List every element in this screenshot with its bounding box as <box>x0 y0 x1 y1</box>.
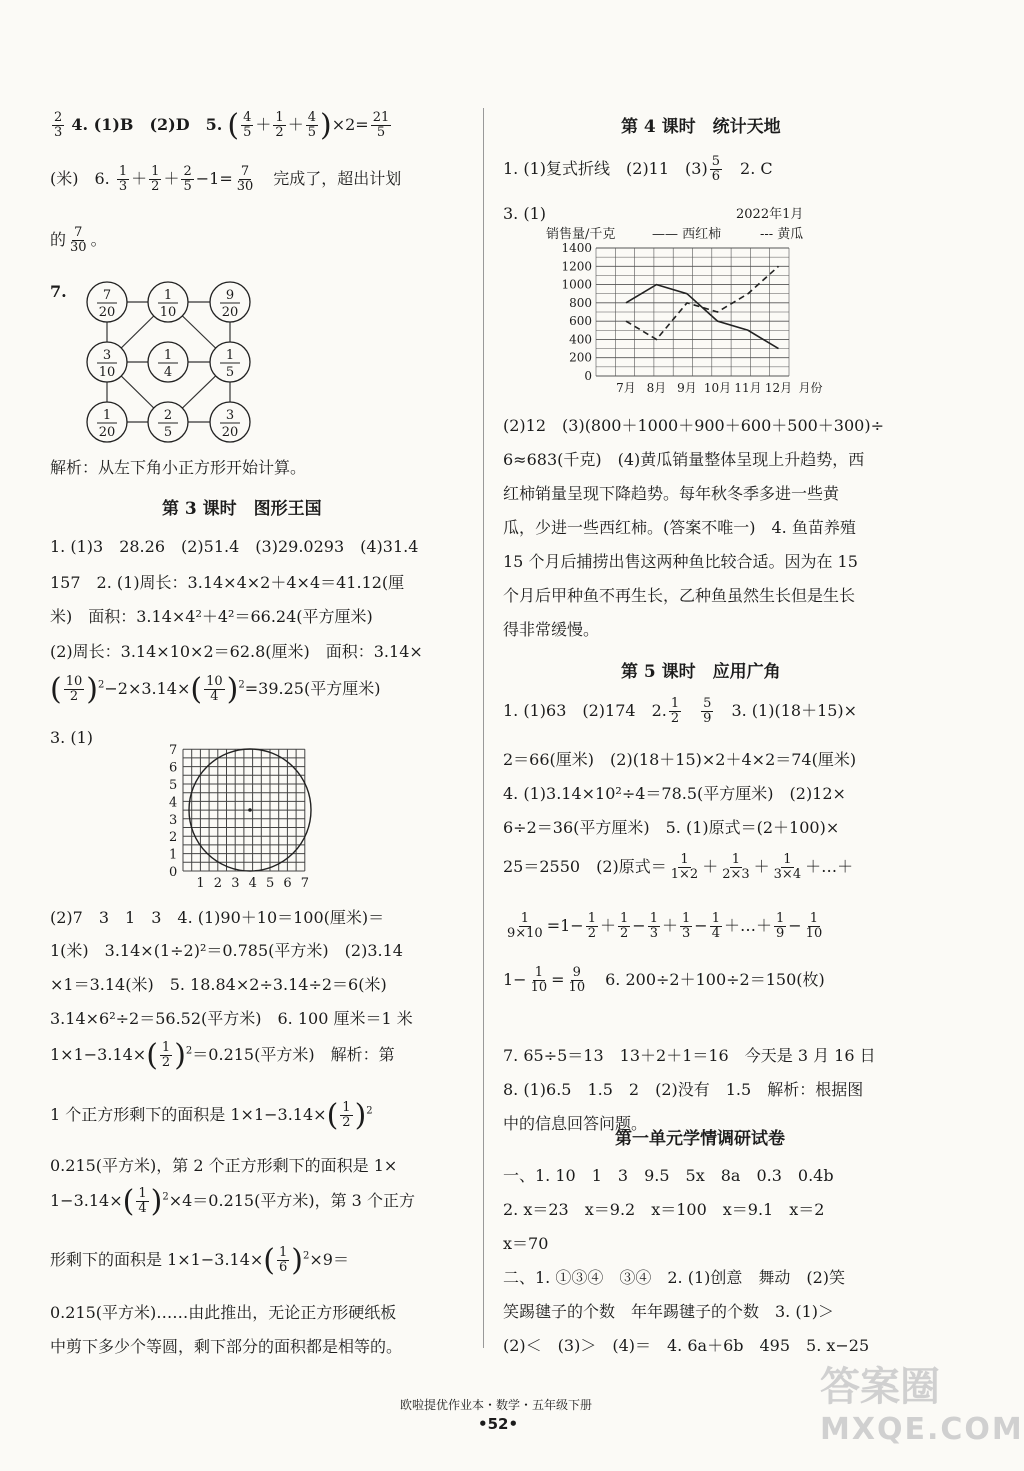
line-2: (米) 6. $\frac{1}{3}$ ＋ $\frac{1}{2}$ ＋ $\frac{2}{5}$ −1= $\frac{7}{30}$ 完成了，超出计划 <box>50 164 402 194</box>
text: 1− <box>503 970 527 989</box>
text: 3. (1)(18＋15)× <box>731 701 858 720</box>
r-line-9: 1. (1)63 (2)174 2. $\frac{1}{2}$ $\frac{5}{9}$ 3. (1)(18＋15)× <box>503 696 858 726</box>
s3-line-11: 1 个正方形剩下的面积是 1×1−3.14×( $\frac{1}{2}$ )$^2$ <box>50 1098 373 1133</box>
footer-book-title: 欧啦提优作业本・数学・五年级下册 <box>400 1398 593 1412</box>
grid-x-label: 7 <box>300 876 310 891</box>
watermark-logo <box>820 1355 1024 1465</box>
grid-y-label: 3 <box>169 812 178 828</box>
fraction-denominator: 5 <box>163 425 173 440</box>
s3-line-14: 形剩下的面积是 1×1−3.14×( $\frac{1}{6}$ )$^2$×9＝ <box>50 1243 349 1278</box>
r-line-1: 1. (1)复式折线 (2)11 (3) $\frac{5}{6}$ 2. C <box>503 154 773 184</box>
fraction: $\frac{2}{3}$ <box>54 110 63 140</box>
fraction-denominator: 20 <box>98 305 116 320</box>
watermark-text: 答案圈 <box>820 1364 940 1410</box>
circle-on-grid-diagram <box>100 728 330 893</box>
x-tick-label: 7月 <box>616 381 636 395</box>
y-tick-label: 0 <box>584 369 592 383</box>
watermark-url: MXQE.COM <box>820 1412 1024 1447</box>
text: ×4＝0.215(平方米)，第 3 个正方 <box>168 1191 415 1210</box>
s3-line-6: (2)7 3 1 3 4. (1)90＋10＝100(厘米)＝ <box>50 908 385 927</box>
r-line-5: 瓜，少进一些西红柿。(答案不唯一) 4. 鱼苗养殖 <box>503 518 856 537</box>
fraction-numerator: 1 <box>163 288 173 303</box>
s3-line-12: 0.215(平方米)，第 2 个正方形剩下的面积是 1× <box>50 1156 398 1175</box>
y-tick-label: 800 <box>569 295 592 310</box>
fraction-numerator: 3 <box>225 408 235 423</box>
q7-label: 7. <box>50 282 67 301</box>
line-1: $\frac{2}{3}$ 4. (1)B (2)D 5. ( $\frac{4}{5}$ ＋ $\frac{1}{2}$ ＋ $\frac{4}{5}$ )×2= $\frac{21}{5}$ <box>54 108 390 143</box>
r-line-23: 笑踢毽子的个数 年年踢毽子的个数 3. (1)＞ <box>503 1302 835 1321</box>
grid-y-label: 1 <box>169 847 178 863</box>
grid-x-label: 1 <box>196 876 205 891</box>
r-line-16: 7. 65÷5＝13 13＋2＋1＝16 今天是 3 月 16 日 <box>503 1046 876 1065</box>
grid-x-label: 6 <box>283 876 292 891</box>
r-line-18: 中的信息回答问题。 <box>503 1114 648 1133</box>
s3-line-15: 0.215(平方米)……由此推出，无论正方形硬纸板 <box>50 1303 397 1322</box>
r-line-7: 个月后甲种鱼不再生长，乙种鱼虽然生长但是生长 <box>503 586 856 605</box>
chart-date: 2022年1月 <box>736 207 804 222</box>
analysis-1: 解析：从左下角小正方形开始计算。 <box>50 458 307 477</box>
text: 25＝2550 (2)原式＝ <box>503 857 667 876</box>
text: 6. 200÷2＋100÷2＝150(枚) <box>605 970 825 989</box>
section-4-title: 第 4 课时 统计天地 <box>621 117 781 137</box>
sales-line-chart <box>548 200 898 400</box>
fraction-denominator: 20 <box>221 305 239 320</box>
r-line-22: 二、1. ①③④ ③④ 2. (1)创意 舞动 (2)笑 <box>503 1268 846 1287</box>
y-tick-label: 1200 <box>561 259 592 274</box>
x-tick-label: 8月 <box>646 381 667 395</box>
column-divider <box>483 108 484 1348</box>
text: 1. (1)复式折线 (2)11 (3) <box>503 159 708 178</box>
fraction-numerator: 1 <box>225 348 235 363</box>
fraction-numerator: 2 <box>163 408 173 423</box>
section-6-title: 第一单元学情调研试卷 <box>615 1129 785 1149</box>
s3-line-2: 157 2. (1)周长：3.14×4×2＋4×4＝41.12(厘 <box>50 573 405 592</box>
fraction-circles <box>87 282 250 442</box>
grid-x-label: 5 <box>266 876 275 891</box>
s3-line-5: ( $\frac{10}{2}$ )$^2$−2×3.14×( $\frac{10}{4}$ )$^2$=39.25(平方厘米) <box>50 672 381 707</box>
text: 形剩下的面积是 1×1−3.14× <box>50 1250 264 1269</box>
y-tick-label: 400 <box>569 332 592 347</box>
r-line-2: (2)12 (3)(800＋1000＋900＋600＋500＋300)÷ <box>503 416 884 435</box>
section-5-title: 第 5 课时 应用广角 <box>621 662 781 682</box>
text: −2×3.14× <box>104 679 191 698</box>
text: (米) 6. <box>50 169 110 188</box>
text: ＋…＋ <box>805 857 854 876</box>
legend-cucumber: --- 黄瓜 <box>760 227 804 242</box>
s3-line-1: 1. (1)3 28.26 (2)51.4 (3)29.0293 (4)31.4 <box>50 537 419 556</box>
fraction-numerator: 3 <box>102 348 112 363</box>
grid-y-label: 0 <box>169 865 178 880</box>
fraction-numerator: 1 <box>102 408 112 423</box>
r-line-17: 8. (1)6.5 1.5 2 (2)没有 1.5 解析：根据图 <box>503 1080 864 1099</box>
r-line-20: 2. x＝23 x＝9.2 x＝100 x＝9.1 x＝2 <box>503 1200 825 1219</box>
s3-line-16: 中剪下多少个等圆，剩下部分的面积都是相等的。 <box>50 1337 403 1356</box>
text: ×9＝ <box>309 1250 349 1269</box>
s3-line-3: 米) 面积：3.14×4²＋4²＝66.24(平方厘米) <box>50 607 373 626</box>
r-line-14: $\frac{1}{9\times 10}$ =1− $\frac{1}{2}$ ＋ $\frac{1}{2}$ − $\frac{1}{3}$ ＋ $\frac{1}{3}$ − $\frac{1}{4}$ ＋…＋ $\frac{1}{9}$ − $\frac{1}{10}$ <box>507 911 823 941</box>
text: 1 个正方形剩下的面积是 1×1−3.14× <box>50 1105 327 1124</box>
r-line-11: 4. (1)3.14×10²÷4＝78.5(平方厘米) (2)12× <box>503 784 846 803</box>
left-column <box>50 0 470 1471</box>
text: 完成了，超出计划 <box>257 169 402 188</box>
text: ＝0.215(平方米) 解析：第 <box>192 1045 395 1064</box>
fraction-denominator: 20 <box>221 425 239 440</box>
circle-grid-diagram <box>70 272 270 442</box>
r-line-24: (2)＜ (3)＞ (4)＝ 4. 6a＋6b 495 5. x−25 <box>503 1336 870 1355</box>
s3-line-4: (2)周长：3.14×10×2＝62.8(厘米) 面积：3.14× <box>50 642 423 661</box>
r-line-10: 2＝66(厘米) (2)(18＋15)×2＋4×2＝74(厘米) <box>503 750 857 769</box>
r-line-12: 6÷2＝36(平方厘米) 5. (1)原式＝(2＋100)× <box>503 818 840 837</box>
grid-x-label: 4 <box>248 876 257 891</box>
q3-label: 3. (1) <box>50 728 94 747</box>
text: 的 <box>50 230 67 249</box>
r-line-13: 25＝2550 (2)原式＝ $\frac{1}{1\times 2}$ ＋ $\frac{1}{2\times 3}$ ＋ $\frac{1}{3\times 4}$ ＋…＋ <box>503 852 854 882</box>
y-tick-label: 1400 <box>561 241 592 255</box>
r-line-4: 红柿销量呈现下降趋势。每年秋冬季多进一些黄 <box>503 484 840 503</box>
r-line-15: 1− $\frac{1}{10}$ = $\frac{9}{10}$ 6. 200÷2＋100÷2＝150(枚) <box>503 965 825 995</box>
right-column <box>503 0 923 1471</box>
fraction-numerator: 1 <box>163 348 173 363</box>
grid-y-label: 4 <box>169 795 178 811</box>
text: 4. (1)B (2)D 5. <box>71 115 223 134</box>
fraction-denominator: 10 <box>98 365 116 380</box>
grid-y-label: 7 <box>169 743 178 759</box>
x-tick-label: 9月 <box>677 381 697 395</box>
grid-x-label: 3 <box>231 876 240 891</box>
text: ×2= <box>331 115 369 134</box>
s3-line-9: 3.14×6²÷2＝56.52(平方米) 6. 100 厘米＝1 米 <box>50 1009 413 1028</box>
s3-line-10: 1×1−3.14×( $\frac{1}{2}$ )$^2$＝0.215(平方米) 解析：第 <box>50 1038 395 1073</box>
text: =39.25(平方厘米) <box>244 679 381 698</box>
line-3: 的 $\frac{7}{30}$ 。 <box>50 225 107 255</box>
s3-line-7: 1(米) 3.14×(1÷2)²＝0.785(平方米) (2)3.14 <box>50 941 403 960</box>
s3-line-13: 1−3.14×( $\frac{1}{4}$ )$^2$×4＝0.215(平方米)，第 3 个正方 <box>50 1184 415 1219</box>
grid-y-label: 2 <box>169 830 178 846</box>
grid-y-label: 5 <box>169 778 178 793</box>
grid-y-label: 6 <box>169 760 178 776</box>
fraction-numerator: 9 <box>225 288 235 303</box>
r-line-19: 一、1. 10 1 3 9.5 5x 8a 0.3 0.4b <box>503 1166 834 1185</box>
fraction-denominator: 4 <box>163 365 173 380</box>
fraction-denominator: 5 <box>225 365 235 380</box>
text: 2. C <box>740 159 773 178</box>
grid-x-label: 2 <box>213 876 223 891</box>
text: =1− <box>546 916 584 935</box>
fraction-denominator: 20 <box>98 425 116 440</box>
text: −1= <box>195 169 233 188</box>
series-line <box>626 285 779 349</box>
text: 1−3.14× <box>50 1191 123 1210</box>
text: 1. (1)63 (2)174 2. <box>503 701 667 720</box>
text: 。 <box>90 230 107 249</box>
x-tick-label: 11月 <box>734 381 762 395</box>
x-tick-label: 10月 <box>703 381 732 395</box>
fraction-denominator: 10 <box>159 305 177 320</box>
r-line-8: 得非常缓慢。 <box>503 620 600 639</box>
s3-line-8: ×1＝3.14(米) 5. 18.84×2÷3.14÷2＝6(米) <box>50 975 387 994</box>
r-line-21: x＝70 <box>503 1234 549 1253</box>
r-line-6: 15 个月后捕捞出售这两种鱼比较合适。因为在 15 <box>503 552 858 571</box>
r-line-3: 6≈683(千克) (4)黄瓜销量整体呈现上升趋势，西 <box>503 450 865 469</box>
q3-chart-label: 3. (1) <box>503 204 547 223</box>
x-tick-label: 12月 <box>764 381 793 395</box>
chart-ylabel: 销售量/千克 <box>546 227 616 242</box>
y-tick-label: 600 <box>569 314 592 329</box>
section-3-title: 第 3 课时 图形王国 <box>162 499 322 519</box>
footer-page-number: •52• <box>478 1415 519 1433</box>
y-tick-label: 1000 <box>561 277 592 292</box>
text: 1×1−3.14× <box>50 1045 147 1064</box>
x-axis-label: 月份 <box>798 381 823 395</box>
fraction-numerator: 7 <box>102 288 112 303</box>
legend-tomato: —— 西红柿 <box>652 227 722 242</box>
y-tick-label: 200 <box>569 350 592 365</box>
